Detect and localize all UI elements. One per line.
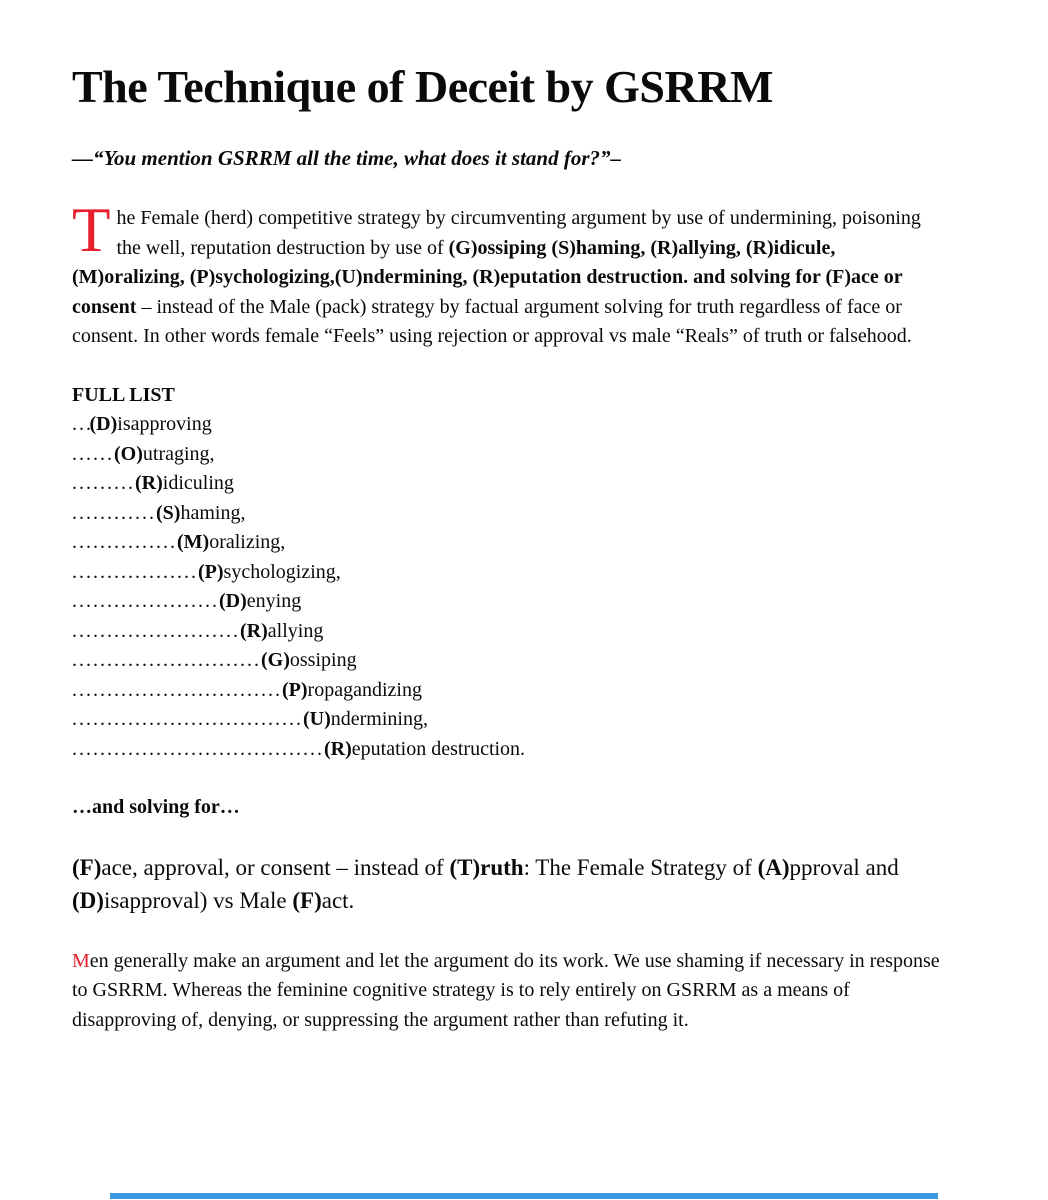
- list-term: allying: [267, 619, 324, 642]
- list-abbr: (U): [303, 708, 331, 731]
- bottom-blue-bar: [110, 1193, 938, 1199]
- list-abbr: (S): [156, 501, 181, 524]
- list-term: isapproving: [117, 413, 212, 436]
- closing-paragraph: Men generally make an argument and let the argument do its work. We use shaming if necessary in response to GSRRM. Whereas the feminine cognitive strategy is to rely entirely on GSRRM as a means of disapproving of, denying, or suppressing the argument rather than refuting it.: [72, 949, 940, 1031]
- list-term: oralizing,: [209, 531, 286, 554]
- dot-leader: . . . . . . . . . . . . . . . . . . . . . . . .: [72, 619, 240, 642]
- intro-paragraph-text: he Female (herd) competitive strategy by circumventing argument by use of undermining, poisoning the well, reputation destruction by use of (G)ossiping (S)haming, (R)allying, (R)idicule, (M)oralizing, (P)sychologizing,(U)ndermining, (R)eputation destruction. and solving for (F)ace or consent – instead of the Male (pack) strategy by factual argument solving for truth regardless of face or consent. In other words female “Feels” using rejection or approval vs male “Reals” of truth or falsehood.: [72, 207, 921, 348]
- list-term: ropagandizing: [307, 678, 422, 701]
- page-title: The Technique of Deceit by GSRRM: [72, 61, 773, 112]
- list-abbr: (D): [219, 590, 247, 613]
- dot-leader: . . . . . . . . . . . . . . .: [72, 531, 177, 554]
- list-item: [72, 528, 940, 558]
- dot-leader: . . .: [72, 413, 90, 436]
- list-item: [72, 646, 940, 676]
- list-item: [72, 617, 940, 647]
- list-item: [72, 735, 940, 765]
- list-abbr: (R): [135, 472, 163, 495]
- dot-leader: . . . . . . . . . . . . . . . . . . . . . . . . . . . . . . . . . . . .: [72, 737, 324, 760]
- list-term: utraging,: [142, 442, 215, 465]
- intro-paragraph: [72, 195, 940, 352]
- list-abbr: (D): [89, 413, 118, 436]
- list-abbr: (P): [282, 678, 308, 701]
- list-term: haming,: [180, 501, 246, 524]
- dot-leader: . . . . . . . . . . . .: [72, 501, 156, 524]
- list-item: [72, 499, 940, 529]
- list-abbr: (P): [198, 560, 224, 583]
- drop-cap: T: [72, 195, 111, 266]
- full-list-heading: FULL LIST: [72, 383, 175, 406]
- dot-leader: . . . . . .: [72, 442, 114, 465]
- list-abbr: (R): [240, 619, 268, 642]
- list-abbr: (M): [177, 531, 210, 554]
- dot-leader: . . . . . . . . .: [72, 472, 135, 495]
- list-term: idiculing: [162, 472, 234, 495]
- list-abbr: (G): [261, 649, 290, 672]
- solving-paragraph: (F)ace, approval, or consent – instead of (T)ruth: The Female Strategy of (A)pproval and (D)isapproval) vs Male (F)act.: [72, 854, 899, 913]
- list-item: [72, 469, 940, 499]
- full-list: [72, 410, 940, 764]
- list-item: [72, 676, 940, 706]
- list-term: ndermining,: [330, 708, 428, 731]
- dot-leader: . . . . . . . . . . . . . . . . . .: [72, 560, 198, 583]
- dot-leader: . . . . . . . . . . . . . . . . . . . . . . . . . . .: [72, 649, 261, 672]
- list-term: eputation destruction.: [351, 737, 526, 760]
- list-abbr: (R): [324, 737, 352, 760]
- dot-leader: . . . . . . . . . . . . . . . . . . . . . . . . . . . . . . . . .: [72, 708, 303, 731]
- list-item: [72, 410, 940, 440]
- list-item: [72, 587, 940, 617]
- list-term: sychologizing,: [223, 560, 341, 583]
- epigraph-quote: —“You mention GSRRM all the time, what does it stand for?”–: [72, 146, 622, 170]
- list-abbr: (O): [114, 442, 143, 465]
- list-item: [72, 705, 940, 735]
- dot-leader: . . . . . . . . . . . . . . . . . . . . .: [72, 590, 219, 613]
- list-term: enying: [246, 590, 302, 613]
- list-item: [72, 558, 940, 588]
- list-term: ossiping: [289, 649, 357, 672]
- list-item: [72, 440, 940, 470]
- solving-heading: …and solving for…: [72, 796, 240, 819]
- dot-leader: . . . . . . . . . . . . . . . . . . . . . . . . . . . . . .: [72, 678, 282, 701]
